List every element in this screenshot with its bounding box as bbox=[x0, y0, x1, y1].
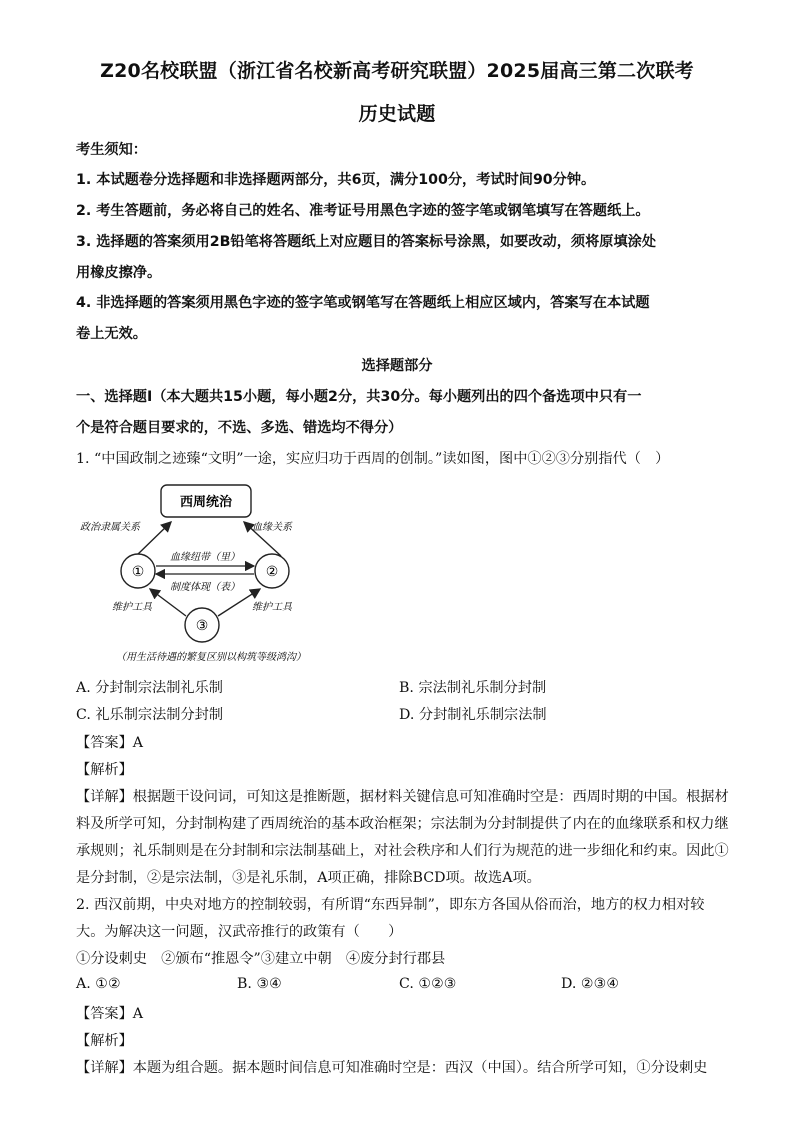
q2-answer: 【答案】A bbox=[76, 1006, 143, 1022]
notice-item: 用橡皮擦净。 bbox=[76, 265, 162, 281]
notice-item: 卷上无效。 bbox=[76, 326, 147, 342]
q1-option-a: A. 分封制宗法制礼乐制 bbox=[76, 680, 223, 696]
q1-detail-line: 【详解】根据题干设问词，可知这是推断题，据材料关键信息可知准确时空是：西周时期的中国。根据材 bbox=[76, 789, 729, 805]
right-arrow-label: 血缘关系 bbox=[252, 522, 292, 533]
top-box-label: 西周统治 bbox=[179, 495, 233, 510]
notice-heading: 考生须知： bbox=[76, 142, 147, 158]
left-arrow-label: 政治隶属关系 bbox=[80, 522, 140, 533]
section-intro: 个是符合题目要求的，不选、多选、错选均不得分） bbox=[76, 420, 403, 436]
q2-option-d: D. ②③④ bbox=[561, 976, 620, 992]
notice-item: 1. 本试题卷分选择题和非选择题两部分，共6页，满分100分，考试时间90分钟。 bbox=[76, 172, 596, 188]
q1-detail-line: 承规则；礼乐制则是在分封制和宗法制基础上，对社会秩序和人们行为规范的进一步细化和约束。因此① bbox=[76, 843, 729, 859]
q2-stem: 大。为解决这一问题，汉武帝推行的政策有（ ） bbox=[76, 924, 403, 940]
right-tool-label: 维护工具 bbox=[252, 602, 292, 613]
q1-option-b: B. 宗法制礼乐制分封制 bbox=[399, 680, 547, 696]
q1-analysis-label: 【解析】 bbox=[76, 762, 133, 778]
exam-title: Z20名校联盟（浙江省名校新高考研究联盟）2025届高三第二次联考 bbox=[100, 60, 694, 82]
q1-detail-line: 料及所学可知，分封制构建了西周统治的基本政治框架；宗法制为分封制提供了内在的血缘联系和权力继 bbox=[76, 816, 729, 832]
exam-subject-title: 历史试题 bbox=[358, 103, 436, 125]
q1-option-c: C. 礼乐制宗法制分封制 bbox=[76, 707, 224, 723]
notice-item: 2. 考生答题前，务必将自己的姓名、准考证号用黑色字迹的签字笔或钢笔填写在答题纸上。 bbox=[76, 203, 650, 219]
notice-item: 3. 选择题的答案须用2B铅笔将答题纸上对应题目的答案标号涂黑，如要改动，须将原填涂处 bbox=[76, 234, 657, 250]
q1-detail-line: 是分封制，②是宗法制，③是礼乐制，A项正确，排除BCD项。故选A项。 bbox=[76, 870, 541, 886]
node-1-label: ① bbox=[131, 564, 145, 580]
q2-detail-line: 【详解】本题为组合题。据本题时间信息可知准确时空是：西汉（中国）。结合所学可知，①分设刺史 bbox=[76, 1060, 708, 1076]
diagram-caption: （用生活待遇的繁复区别以构筑等级鸿沟） bbox=[116, 652, 306, 663]
node-3-label: ③ bbox=[195, 618, 209, 634]
node-2-label: ② bbox=[265, 564, 279, 580]
notice-item: 4. 非选择题的答案须用黑色字迹的签字笔或钢笔写在答题纸上相应区域内，答案写在本试题 bbox=[76, 295, 650, 311]
q1-stem: 1. “中国政制之迹臻“文明”一途，实应归功于西周的创制。”读如图，图中①②③分别指代（ ） bbox=[76, 451, 670, 467]
q2-option-a: A. ①② bbox=[76, 976, 121, 992]
section-intro: 一、选择题Ⅰ（本大题共15小题，每小题2分，共30分。每小题列出的四个备选项中只有一 bbox=[76, 389, 642, 405]
q2-option-c: C. ①②③ bbox=[399, 976, 457, 992]
q2-analysis-label: 【解析】 bbox=[76, 1033, 133, 1049]
q2-choices: ①分设刺史 ②颁布“推恩令”③建立中朝 ④废分封行郡县 bbox=[76, 951, 446, 967]
q1-answer: 【答案】A bbox=[76, 735, 143, 751]
upper-link-label: 血缘纽带（里） bbox=[170, 552, 240, 563]
lower-link-label: 制度体现（表） bbox=[170, 582, 240, 593]
q2-option-b: B. ③④ bbox=[237, 976, 282, 992]
q1-option-d: D. 分封制礼乐制宗法制 bbox=[399, 707, 547, 723]
q1-diagram bbox=[76, 478, 346, 668]
q2-stem: 2. 西汉前期，中央对地方的控制较弱，有所谓“东西异制”，即东方各国从俗而治，地方的权力相对较 bbox=[76, 897, 705, 913]
section-title: 选择题部分 bbox=[361, 358, 433, 374]
left-tool-label: 维护工具 bbox=[112, 602, 152, 613]
